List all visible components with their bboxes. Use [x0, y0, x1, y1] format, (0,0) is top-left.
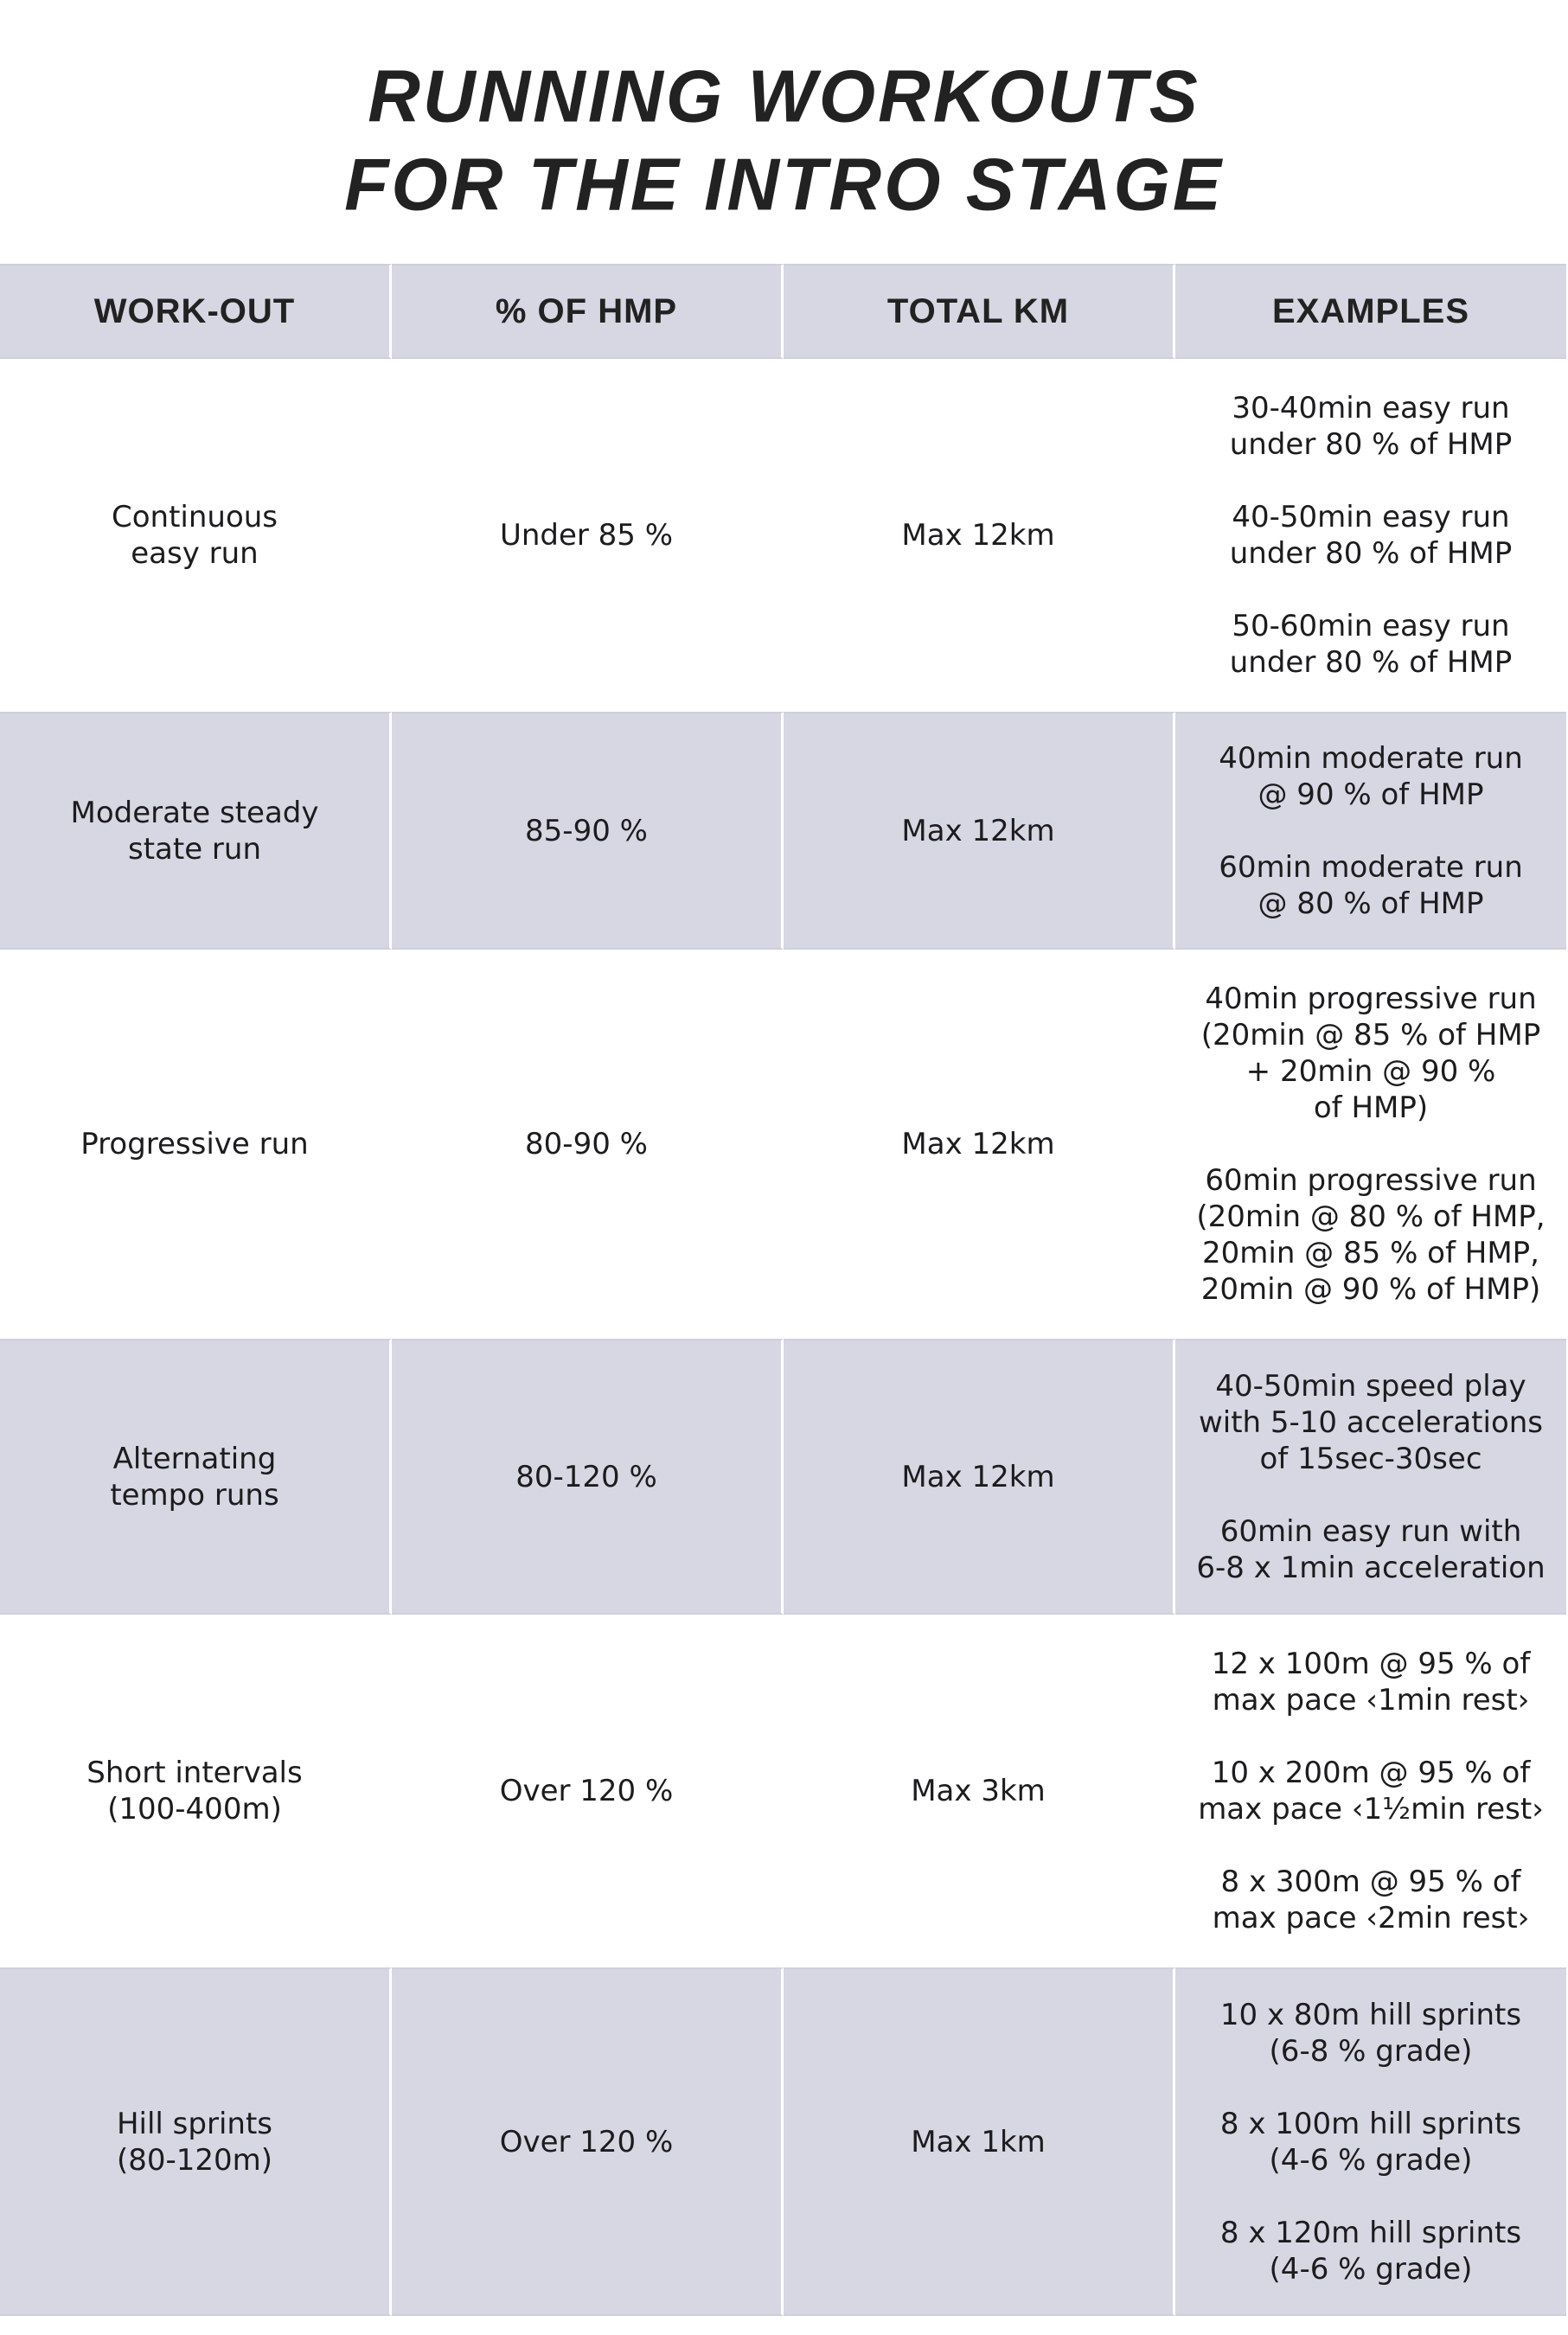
total-km-cell: Max 12km	[784, 359, 1175, 712]
hmp-cell: 85-90 %	[392, 712, 784, 950]
workout-line: Progressive run	[80, 1127, 309, 1161]
column-header-examples: EXAMPLES	[1175, 264, 1566, 359]
example-line: under 80 % of HMP	[1229, 645, 1513, 680]
table-row	[0, 950, 1568, 1339]
workout-cell	[0, 1967, 392, 2316]
example-line: 60min easy run with	[1219, 1513, 1522, 1549]
example-line: max pace ‹1½min rest›	[1198, 1792, 1544, 1826]
example-line: with 5-10 accelerations	[1198, 1404, 1544, 1440]
examples-cell	[1175, 1967, 1566, 2316]
example-item	[1196, 1368, 1545, 1477]
example-item	[1198, 1646, 1544, 1718]
example-line: 8 x 300m @ 95 % of	[1220, 1865, 1521, 1899]
example-line: 60min moderate run	[1219, 849, 1523, 885]
column-header-workout: WORK-OUT	[0, 264, 392, 359]
example-line: 40-50min easy run	[1232, 500, 1510, 534]
workout-cell	[0, 1615, 392, 1967]
example-line: @ 90 % of HMP	[1258, 777, 1484, 812]
workout-line: Moderate steady	[70, 795, 319, 830]
workout-line: Alternating	[112, 1441, 277, 1476]
example-item	[1220, 2106, 1521, 2178]
examples-cell	[1175, 712, 1566, 950]
example-line: max pace ‹2min rest›	[1212, 1901, 1530, 1935]
hmp-cell: Over 120 %	[392, 1967, 784, 2316]
example-item	[1230, 499, 1513, 572]
workout-line: easy run	[131, 536, 259, 571]
workout-cell	[0, 712, 392, 950]
workout-line: state run	[127, 831, 261, 867]
example-item	[1230, 608, 1513, 681]
example-item	[1196, 1162, 1545, 1308]
example-item	[1219, 740, 1523, 813]
example-item	[1198, 1755, 1544, 1827]
example-item	[1220, 1997, 1521, 2070]
example-line: (4-6 % grade)	[1269, 2251, 1473, 2287]
example-item	[1220, 2215, 1521, 2287]
total-km-cell: Max 12km	[784, 712, 1175, 950]
table-header-row	[0, 264, 1568, 359]
workout-cell	[0, 1339, 392, 1615]
example-line: under 80 % of HMP	[1229, 536, 1513, 571]
page-title	[0, 52, 1568, 228]
example-line: 12 x 100m @ 95 % of	[1211, 1647, 1531, 1681]
hmp-cell: 80-120 %	[392, 1339, 784, 1615]
example-line: 20min @ 90 % of HMP)	[1200, 1272, 1541, 1307]
example-item	[1198, 1864, 1544, 1936]
title-line-2: FOR THE INTRO STAGE	[344, 143, 1224, 226]
example-line: 10 x 80m hill sprints	[1219, 1997, 1522, 2032]
examples-cell	[1175, 359, 1566, 712]
example-line: 10 x 200m @ 95 % of	[1211, 1756, 1531, 1790]
total-km-cell: Max 3km	[784, 1615, 1175, 1967]
example-line: (4-6 % grade)	[1269, 2142, 1473, 2178]
workouts-table	[0, 264, 1568, 2316]
examples-cell	[1175, 1339, 1566, 1615]
example-line: (20min @ 85 % of HMP	[1200, 1018, 1541, 1052]
example-line: @ 80 % of HMP	[1258, 886, 1484, 921]
total-km-cell: Max 12km	[784, 950, 1175, 1339]
examples-cell	[1175, 1615, 1566, 1967]
example-line: 50-60min easy run	[1232, 609, 1510, 643]
example-item	[1219, 849, 1523, 922]
title-line-1: RUNNING WORKOUTS	[368, 54, 1200, 138]
workout-line: Hill sprints	[116, 2106, 272, 2141]
total-km-cell: Max 12km	[784, 1339, 1175, 1615]
example-line: 20min @ 85 % of HMP,	[1202, 1236, 1539, 1270]
example-line: 60min progressive run	[1205, 1163, 1537, 1198]
example-line: 8 x 100m hill sprints	[1219, 2106, 1522, 2141]
example-line: under 80 % of HMP	[1229, 427, 1513, 462]
workout-line: (80-120m)	[116, 2142, 273, 2178]
example-line: of HMP)	[1313, 1091, 1429, 1125]
example-line: 8 x 120m hill sprints	[1219, 2215, 1522, 2250]
example-line: 40min moderate run	[1219, 740, 1523, 776]
workout-cell	[0, 359, 392, 712]
workout-line: Continuous	[111, 500, 278, 534]
example-line: 30-40min easy run	[1232, 391, 1510, 425]
hmp-cell: 80-90 %	[392, 950, 784, 1339]
workout-cell	[0, 950, 392, 1339]
example-item	[1196, 1513, 1545, 1586]
workout-line: (100-400m)	[107, 1792, 282, 1826]
example-line: 6-8 x 1min acceleration	[1196, 1550, 1546, 1585]
column-header-hmp: % OF HMP	[392, 264, 784, 359]
example-line: 40min progressive run	[1205, 982, 1537, 1016]
total-km-cell: Max 1km	[784, 1967, 1175, 2316]
example-line: 40-50min speed play	[1215, 1368, 1526, 1404]
example-item	[1196, 981, 1545, 1126]
example-line: + 20min @ 90 %	[1245, 1054, 1496, 1089]
example-item	[1230, 390, 1513, 463]
hmp-cell: Under 85 %	[392, 359, 784, 712]
hmp-cell: Over 120 %	[392, 1615, 784, 1967]
table-row	[0, 359, 1568, 712]
table-row	[0, 1615, 1568, 1967]
table-row	[0, 1967, 1568, 2316]
table-row	[0, 1339, 1568, 1615]
example-line: (20min @ 80 % of HMP,	[1196, 1199, 1546, 1234]
example-line: of 15sec-30sec	[1259, 1441, 1482, 1476]
examples-cell	[1175, 950, 1566, 1339]
column-header-total-km: TOTAL KM	[784, 264, 1175, 359]
workout-line: Short intervals	[86, 1756, 303, 1790]
example-line: (6-8 % grade)	[1269, 2033, 1473, 2069]
example-line: max pace ‹1min rest›	[1212, 1683, 1530, 1718]
table-row	[0, 712, 1568, 950]
workout-line: tempo runs	[110, 1477, 279, 1513]
